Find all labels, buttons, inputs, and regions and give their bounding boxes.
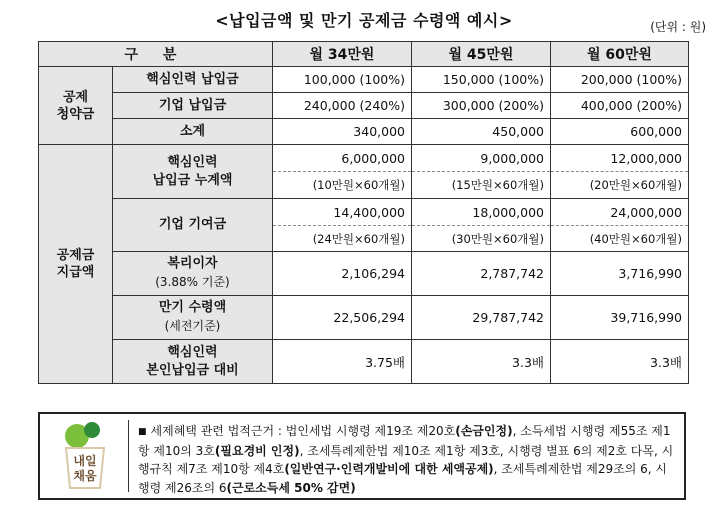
row-label [113, 340, 273, 384]
table-cell: 22,506,294 [273, 296, 412, 340]
table-cell: 39,716,990 [551, 296, 689, 340]
group-label-line: 공제금 [56, 248, 95, 263]
row-label: 핵심인력 납입금 [113, 67, 273, 93]
note-bold: (필요경비 인정) [214, 443, 300, 458]
table-header-row [39, 42, 689, 67]
table-cell: 3.3배 [551, 340, 689, 384]
table-row [39, 145, 689, 172]
group-label-line: 공제 [62, 89, 89, 105]
header-col2: 월 45만원 [412, 42, 551, 67]
table-row [39, 119, 689, 145]
logo-icon [54, 420, 116, 492]
table-cell-note: (24만원×60개월) [273, 226, 412, 252]
table-cell: 100,000 (100%) [273, 67, 412, 93]
row-label-line: 본인납입금 대비 [146, 362, 239, 378]
table-cell: 2,106,294 [273, 252, 412, 296]
note-text: , 조세특례제한법 제29조의 6, 시행령 제26조의 6 [138, 462, 667, 495]
row-label [113, 252, 273, 296]
row-label-line: 만기 수령액 [158, 300, 227, 315]
payment-table [38, 41, 689, 384]
table-cell: 200,000 (100%) [551, 67, 689, 93]
row-label-line: 복리이자 [167, 256, 218, 271]
page-title: <납입금액 및 만기 공제금 수령액 예시> [215, 11, 513, 30]
table-cell: 150,000 (100%) [412, 67, 551, 93]
table-cell-note: (40만원×60개월) [551, 226, 689, 252]
logo-leaf-icon [84, 422, 100, 438]
table-cell: 29,787,742 [412, 296, 551, 340]
row-label [113, 296, 273, 340]
note-text: 세제혜택 관련 법적근거 : 법인세법 시행령 제19조 제20호 [150, 424, 456, 438]
group-label-payout [39, 145, 113, 384]
table-row [39, 296, 689, 340]
table-cell: 3,716,990 [551, 252, 689, 296]
tax-note-box [38, 412, 686, 500]
header-category: 구 분 [39, 42, 273, 67]
row-label-line: (3.88% 기준) [155, 275, 230, 289]
table-cell: 6,000,000 [273, 145, 412, 172]
table-cell: 24,000,000 [551, 199, 689, 226]
tax-note-text [138, 422, 674, 497]
table-cell-note: (15만원×60개월) [412, 172, 551, 199]
table-row [39, 340, 689, 384]
row-label-line: 납입금 누계액 [152, 172, 233, 188]
table-cell: 14,400,000 [273, 199, 412, 226]
note-bold: (손금인정) [455, 424, 513, 438]
group-label-subscription [39, 67, 113, 145]
note-bold: (일반연구·인력개발비에 대한 세액공제) [284, 462, 494, 476]
logo-text-line: 내일 [73, 454, 97, 468]
table-cell-note: (10만원×60개월) [273, 172, 412, 199]
table-row [39, 93, 689, 119]
table-cell: 12,000,000 [551, 145, 689, 172]
table-cell: 300,000 (200%) [412, 93, 551, 119]
header-col1: 월 34만원 [273, 42, 412, 67]
note-bold: (근로소득세 50% 감면) [226, 480, 356, 495]
table-cell: 340,000 [273, 119, 412, 145]
row-label: 기업 기여금 [113, 199, 273, 252]
table-cell: 18,000,000 [412, 199, 551, 226]
note-text: , 조세특례제한법 제10조 제1항 제3호, 시행령 별표 6의 제2호 다목, 시행규칙 제7조 제10항 제4호 [138, 443, 674, 476]
table-cell: 240,000 (240%) [273, 93, 412, 119]
group-label-line: 청약금 [56, 106, 95, 122]
table-cell-note: (30만원×60개월) [412, 226, 551, 252]
square-bullet-icon: ■ [138, 427, 147, 437]
table-row [39, 67, 689, 93]
logo-text-line: 채움 [73, 469, 97, 483]
header-col3: 월 60만원 [551, 42, 689, 67]
row-label: 소계 [113, 119, 273, 145]
table-cell-note: (20만원×60개월) [551, 172, 689, 199]
row-label [113, 145, 273, 199]
row-label-line: (세전기준) [164, 319, 221, 333]
row-label-line: 핵심인력 [167, 344, 218, 360]
row-label-line: 핵심인력 [167, 154, 218, 170]
table-row [39, 199, 689, 226]
row-label: 기업 납입금 [113, 93, 273, 119]
table-cell: 3.3배 [412, 340, 551, 384]
table-row [39, 252, 689, 296]
naeil-chaeum-logo [54, 420, 116, 492]
note-text: , 소득세법 시행령 제55조 제1항 제10의 3호 [138, 424, 671, 458]
divider [128, 420, 129, 492]
table-cell: 600,000 [551, 119, 689, 145]
table-cell: 2,787,742 [412, 252, 551, 296]
table-cell: 3.75배 [273, 340, 412, 384]
table-cell: 9,000,000 [412, 145, 551, 172]
table-cell: 400,000 (200%) [551, 93, 689, 119]
unit-label: (단위 : 원) [650, 20, 706, 34]
group-label-line: 지급액 [56, 265, 95, 280]
table-cell: 450,000 [412, 119, 551, 145]
